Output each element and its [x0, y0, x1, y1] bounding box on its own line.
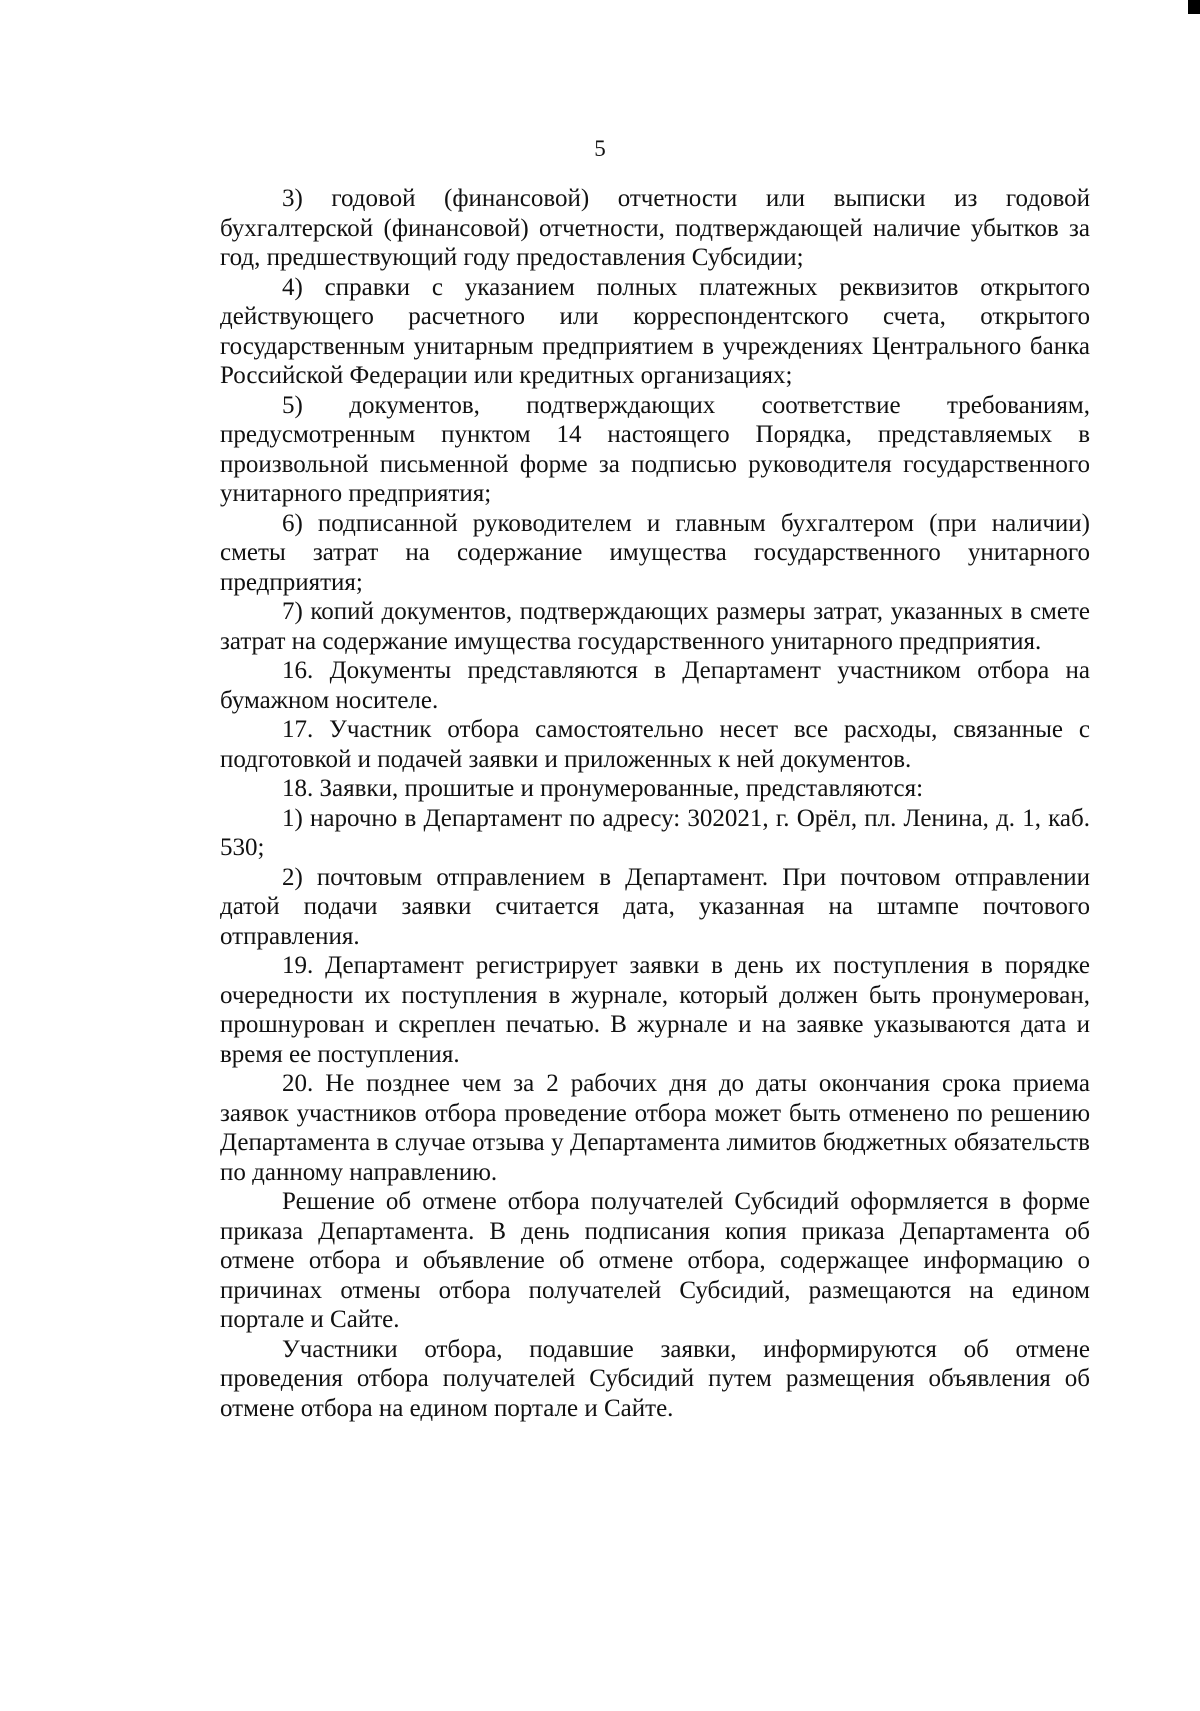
paragraph-clause-20: 20. Не позднее чем за 2 рабочих дня до даты окончания срока приема заявок участников отбора проведение отбора может быть отменено по решению Департамента в случае отзыва у Департамента лимитов бюджетных обязательств по данному направлению.: [220, 1070, 1090, 1186]
paragraph-item-4: 4) справки с указанием полных платежных реквизитов открытого действующего расчетного или корреспондентского счета, открытого государственным унитарным предприятием в учреждениях Центрального банка Российской Федерации или кредитных организациях;: [220, 273, 1090, 389]
document-body: [220, 184, 1090, 1423]
paragraph-cancellation-decision: Решение об отмене отбора получателей Субсидий оформляется в форме приказа Департамента. В день подписания копия приказа Департамента об отмене отбора и объявление об отмене отбора, содержащее информацию о причинах отмены отбора получателей Субсидий, размещаются на едином портале и Сайте.: [220, 1188, 1090, 1333]
scan-corner-mark: [1188, 0, 1200, 14]
paragraph-clause-18-item-1: 1) нарочно в Департамент по адресу: 302021, г. Орёл, пл. Ленина, д. 1, каб. 530;: [220, 804, 1090, 861]
paragraph-clause-16: 16. Документы представляются в Департамент участником отбора на бумажном носителе.: [220, 657, 1090, 714]
page-number: 5: [594, 136, 606, 161]
paragraph-clause-18-item-2: 2) почтовым отправлением в Департамент. При почтовом отправлении датой подачи заявки считается дата, указанная на штампе почтового отправления.: [220, 863, 1090, 950]
paragraph-item-3: 3) годовой (финансовой) отчетности или выписки из годовой бухгалтерской (финансовой) отчетности, подтверждающей наличие убытков за год, предшествующий году предоставления Субсидии;: [220, 185, 1090, 271]
paragraph-item-6: 6) подписанной руководителем и главным бухгалтером (при наличии) сметы затрат на содержание имущества государственного унитарного предприятия;: [220, 509, 1090, 596]
paragraph-clause-18: 18. Заявки, прошитые и пронумерованные, представляются:: [282, 775, 924, 802]
paragraph-item-7: 7) копий документов, подтверждающих размеры затрат, указанных в смете затрат на содержание имущества государственного унитарного предприятия.: [220, 598, 1090, 655]
paragraph-participants-notice: Участники отбора, подавшие заявки, информируются об отмене проведения отбора получателей Субсидий путем размещения объявления об отмене отбора на едином портале и Сайте.: [220, 1335, 1090, 1422]
paragraph-item-5: 5) документов, подтверждающих соответствие требованиям, предусмотренным пунктом 14 настоящего Порядка, представляемых в произвольной письменной форме за подписью руководителя государственного унитарного предприятия;: [220, 391, 1090, 507]
paragraph-clause-19: 19. Департамент регистрирует заявки в день их поступления в порядке очередности их поступления в журнале, который должен быть пронумерован, прошнурован и скреплен печатью. В журнале и на заявке указываются дата и время ее поступления.: [220, 952, 1090, 1068]
paragraph-clause-17: 17. Участник отбора самостоятельно несет все расходы, связанные с подготовкой и подачей заявки и приложенных к ней документов.: [220, 716, 1090, 773]
